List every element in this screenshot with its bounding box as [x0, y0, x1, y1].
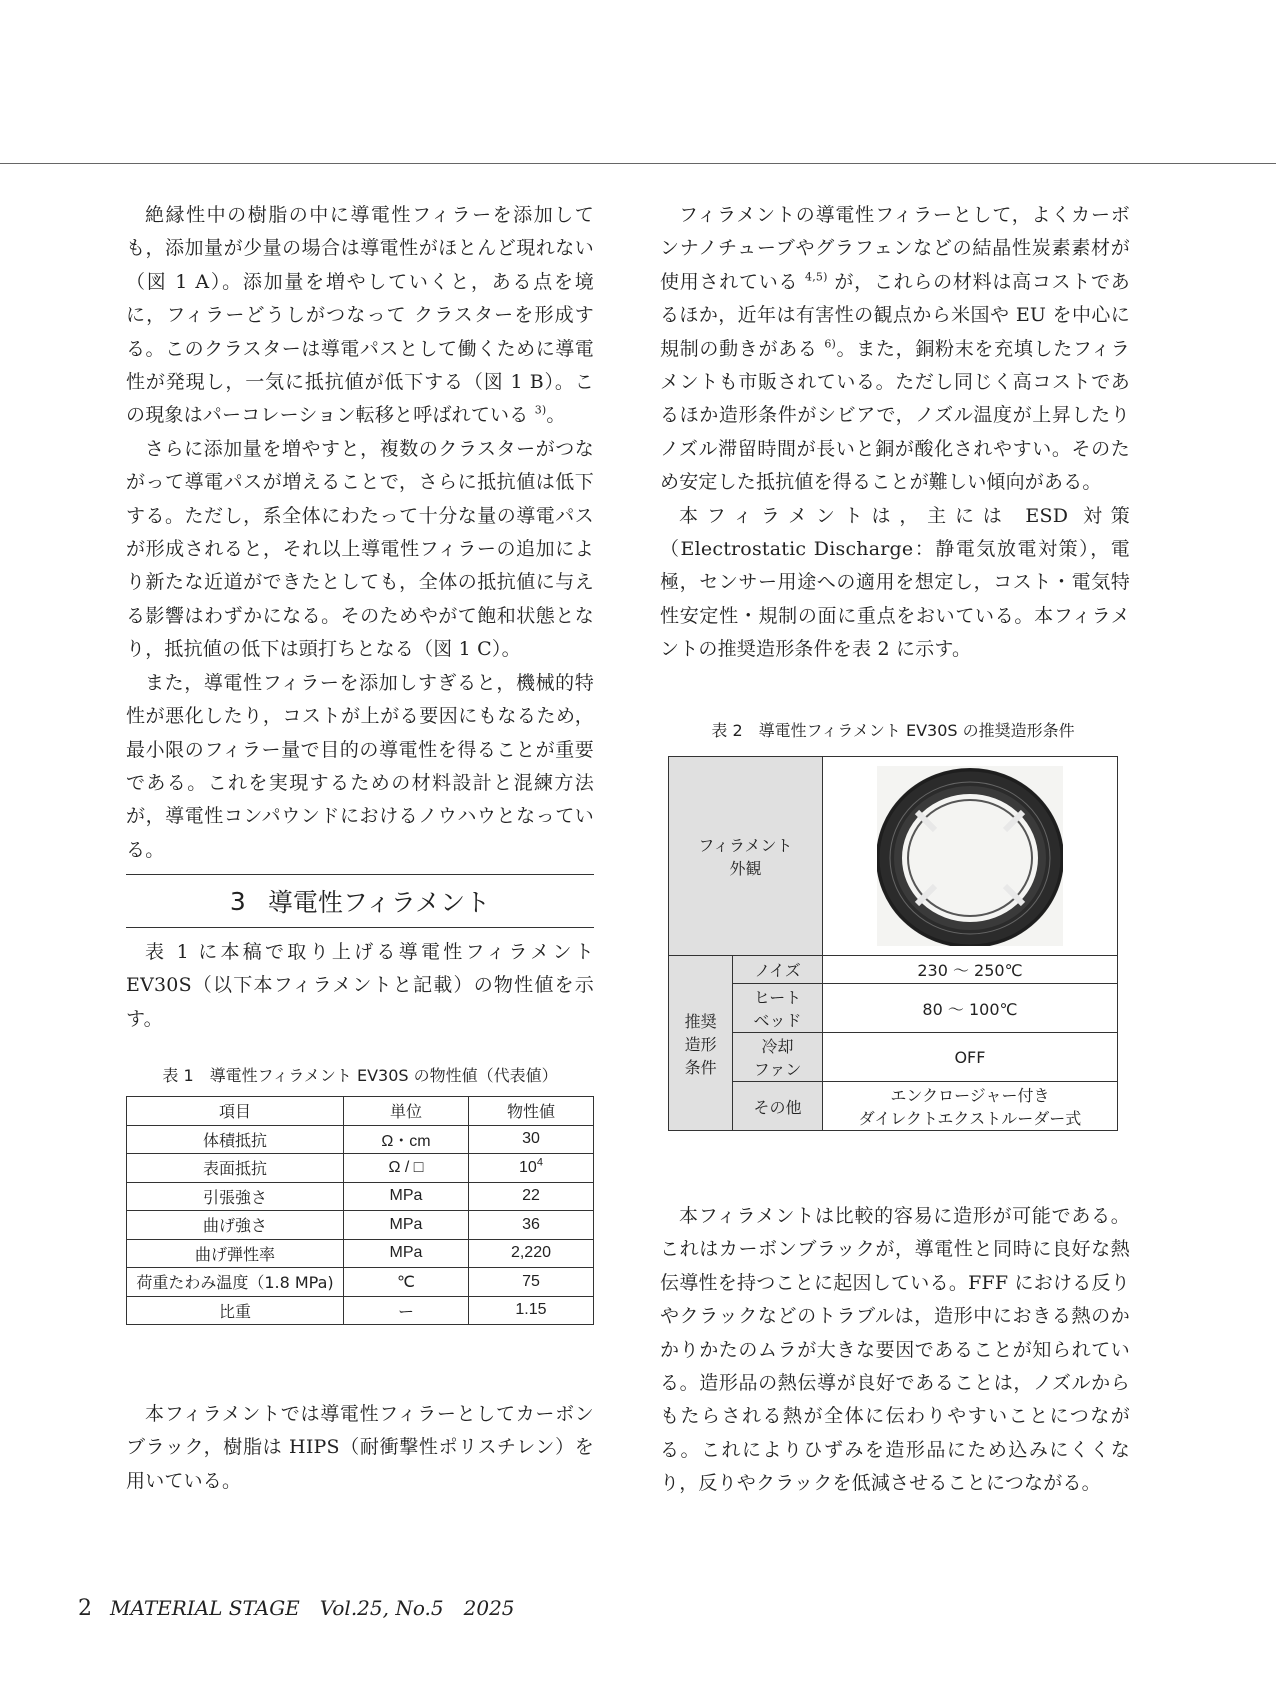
property-unit: MPa: [344, 1239, 469, 1268]
table-row: [127, 1125, 594, 1154]
property-name: 比重: [127, 1296, 344, 1325]
page-number: 2: [78, 1596, 92, 1621]
left-column-lower: [126, 936, 594, 1036]
table-row: [127, 1239, 594, 1268]
right-column-lower: [660, 1200, 1130, 1501]
condition-label-line: ファン: [753, 1060, 802, 1079]
paragraph-overdose: また，導電性フィラーを添加しすぎると，機械的特性が悪化したり，コストが上がる要因にもなるため，最小限のフィラー量で目的の導電性を得ることが重要である。これを実現するための材料設計と混練方法が，導電性コンパウンドにおけるノウハウとなっている。: [126, 671, 594, 861]
table-row: [127, 1182, 594, 1211]
condition-value-line: エンクロージャー付き: [890, 1086, 1050, 1105]
condition-label: [733, 984, 823, 1033]
condition-label: ノイズ: [733, 956, 823, 984]
appearance-label-line: 外観: [729, 859, 762, 878]
page-footer: [78, 1592, 515, 1621]
magazine-info: MATERIAL STAGE Vol.25, No.5 2025: [110, 1596, 515, 1620]
property-value: 75: [468, 1268, 593, 1297]
reference-4-5: 4,5): [805, 270, 828, 284]
table-row: [127, 1211, 594, 1240]
filament-photo-cell: [822, 757, 1117, 956]
paragraph-thermal: 本フィラメントは比較的容易に造形が可能である。これはカーボンブラックが，導電性と同時に良好な熱伝導性を持つことに起因している。FFF における反りやクラックなどのトラブルは，造形中におきる熱のかかりかたのムラが大きな要因であることが知られている。造形品の熱伝導が良好であることは，ノズルからもたらされる熱が全体に伝わりやすいことにつながる。これによりひずみを造形品にため込みにくくなり，反りやクラックを低減させることにつながる。: [660, 1205, 1130, 1495]
property-unit: MPa: [344, 1211, 469, 1240]
paragraph-applications: 本フィラメントは，主には ESD 対策（Electrostatic Discharge：静電気放電対策），電極，センサー用途への適用を想定し，コスト・電気特性安定性・規制の面に重点をおいている。本フィラメントの推奨造形条件を表 2 に示す。: [660, 504, 1130, 661]
property-value: [468, 1154, 593, 1183]
property-name: 体積抵抗: [127, 1125, 344, 1154]
table-row: [127, 1154, 594, 1183]
property-value: 36: [468, 1211, 593, 1240]
appearance-row: [669, 757, 1118, 956]
condition-row: [669, 1082, 1118, 1131]
table-header-row: [127, 1097, 594, 1126]
column-header-item: 項目: [127, 1097, 344, 1126]
condition-label-line: ヒート: [753, 988, 802, 1007]
condition-row: [669, 984, 1118, 1033]
filament-coil-image: [877, 766, 1063, 946]
header-rule: [0, 163, 1276, 164]
paragraph-text: 。また，銅粉末を充填したフィラメントも市販されている。ただし同じく高コストであるほか造形条件がシビアで，ノズル温度が上昇したりノズル滞留時間が長いと銅が酸化されやすい。そのため安定した抵抗値を得ることが難しい傾向がある。: [660, 337, 1130, 494]
property-value-base: 10: [519, 1158, 537, 1176]
recommended-conditions-label: [669, 956, 733, 1131]
table2-caption: 表 2 導電性フィラメント EV30S の推奨造形条件: [711, 721, 1075, 740]
section-heading: [126, 874, 594, 928]
property-name: 引張強さ: [127, 1182, 344, 1211]
paragraph-filler-market: [660, 199, 1130, 500]
section-number: 3: [229, 886, 246, 916]
property-name: 曲げ弾性率: [127, 1239, 344, 1268]
condition-label-line: 冷却: [761, 1037, 794, 1056]
property-value: 30: [468, 1125, 593, 1154]
table1-properties: [126, 1096, 594, 1325]
group-label-line: 推奨: [684, 1011, 717, 1031]
condition-value: [822, 1082, 1117, 1131]
filament-coil-icon: [877, 766, 1063, 946]
property-unit: ℃: [344, 1268, 469, 1297]
section-title: 導電性フィラメント: [267, 888, 491, 917]
column-header-value: 物性値: [468, 1097, 593, 1126]
condition-value: 230 〜 250℃: [822, 956, 1117, 984]
condition-label-line: ベッド: [753, 1011, 802, 1030]
table-row: [127, 1268, 594, 1297]
paragraph-percolation: [126, 199, 594, 433]
reference-3: 3): [534, 404, 547, 418]
property-name: 表面抵抗: [127, 1154, 344, 1183]
property-unit: ー: [344, 1296, 469, 1325]
paragraph-tail: 。: [546, 404, 566, 427]
condition-label: その他: [733, 1082, 823, 1131]
condition-value-line: ダイレクトエクストルーダー式: [858, 1109, 1082, 1128]
paragraph-text: が，これらの材料は高コストであるほか，近年は有害性の観点から米国や EU を中心に規制の動きがある: [660, 270, 1131, 360]
condition-label: [733, 1033, 823, 1082]
property-name: 荷重たわみ温度（1.8 MPa): [127, 1268, 344, 1297]
condition-row: [669, 956, 1118, 984]
table2-print-conditions: [668, 756, 1118, 1131]
left-column: [126, 199, 594, 867]
property-value: 1.15: [468, 1296, 593, 1325]
group-label-line: 条件: [684, 1057, 717, 1077]
table-row: [127, 1296, 594, 1325]
property-value-exponent: 4: [536, 1156, 543, 1169]
property-value: 22: [468, 1182, 593, 1211]
appearance-label: [669, 757, 823, 956]
property-unit: Ω・cm: [344, 1125, 469, 1154]
paragraph-saturation: さらに添加量を増やすと，複数のクラスターがつながって導電パスが増えることで，さらに抵抗値は低下する。ただし，系全体にわたって十分な量の導電パスが形成されると，それ以上導電性フィラーの追加により新たな近道ができたとしても，全体の抵抗値に与える影響はわずかになる。そのためやがて飽和状態となり，抵抗値の低下は頭打ちとなる（図 1 C）。: [126, 437, 594, 661]
condition-value: 80 〜 100℃: [822, 984, 1117, 1033]
paragraph-text: 絶縁性中の樹脂の中に導電性フィラーを添加しても，添加量が少量の場合は導電性がほとんど現れない（図 1 A）。添加量を増やしていくと，ある点を境に，フィラーどうしがつなって クラスターを形成する。このクラスターは導電パスとして働くために導電性が発現し，一気に抵抗値が低下する（図 1 B）。この現象はパーコレーション転移と呼ばれている: [126, 204, 594, 427]
right-column: [660, 199, 1130, 667]
property-unit: MPa: [344, 1182, 469, 1211]
column-header-unit: 単位: [344, 1097, 469, 1126]
table1-caption: 表 1 導電性フィラメント EV30S の物性値（代表値）: [162, 1066, 558, 1085]
reference-6: 6): [824, 337, 837, 351]
paragraph-materials: 本フィラメントでは導電性フィラーとしてカーボンブラック，樹脂は HIPS（耐衝撃性ポリスチレン）を用いている。: [126, 1403, 594, 1492]
left-column-bottom: [126, 1398, 594, 1498]
property-value: 2,220: [468, 1239, 593, 1268]
property-unit: Ω / □: [344, 1154, 469, 1183]
paragraph-table1-intro: 表 1 に本稿で取り上げる導電性フィラメント EV30S（以下本フィラメントと記載）の物性値を示す。: [126, 941, 594, 1030]
condition-value: OFF: [822, 1033, 1117, 1082]
appearance-label-line: フィラメント: [698, 836, 793, 855]
property-name: 曲げ強さ: [127, 1211, 344, 1240]
group-label-line: 造形: [684, 1034, 717, 1054]
paragraph-text: フィラメントの導電性フィラーとして，よくカーボンナノチューブやグラフェンなどの結晶性炭素素材が使用されている: [660, 204, 1130, 293]
condition-row: [669, 1033, 1118, 1082]
